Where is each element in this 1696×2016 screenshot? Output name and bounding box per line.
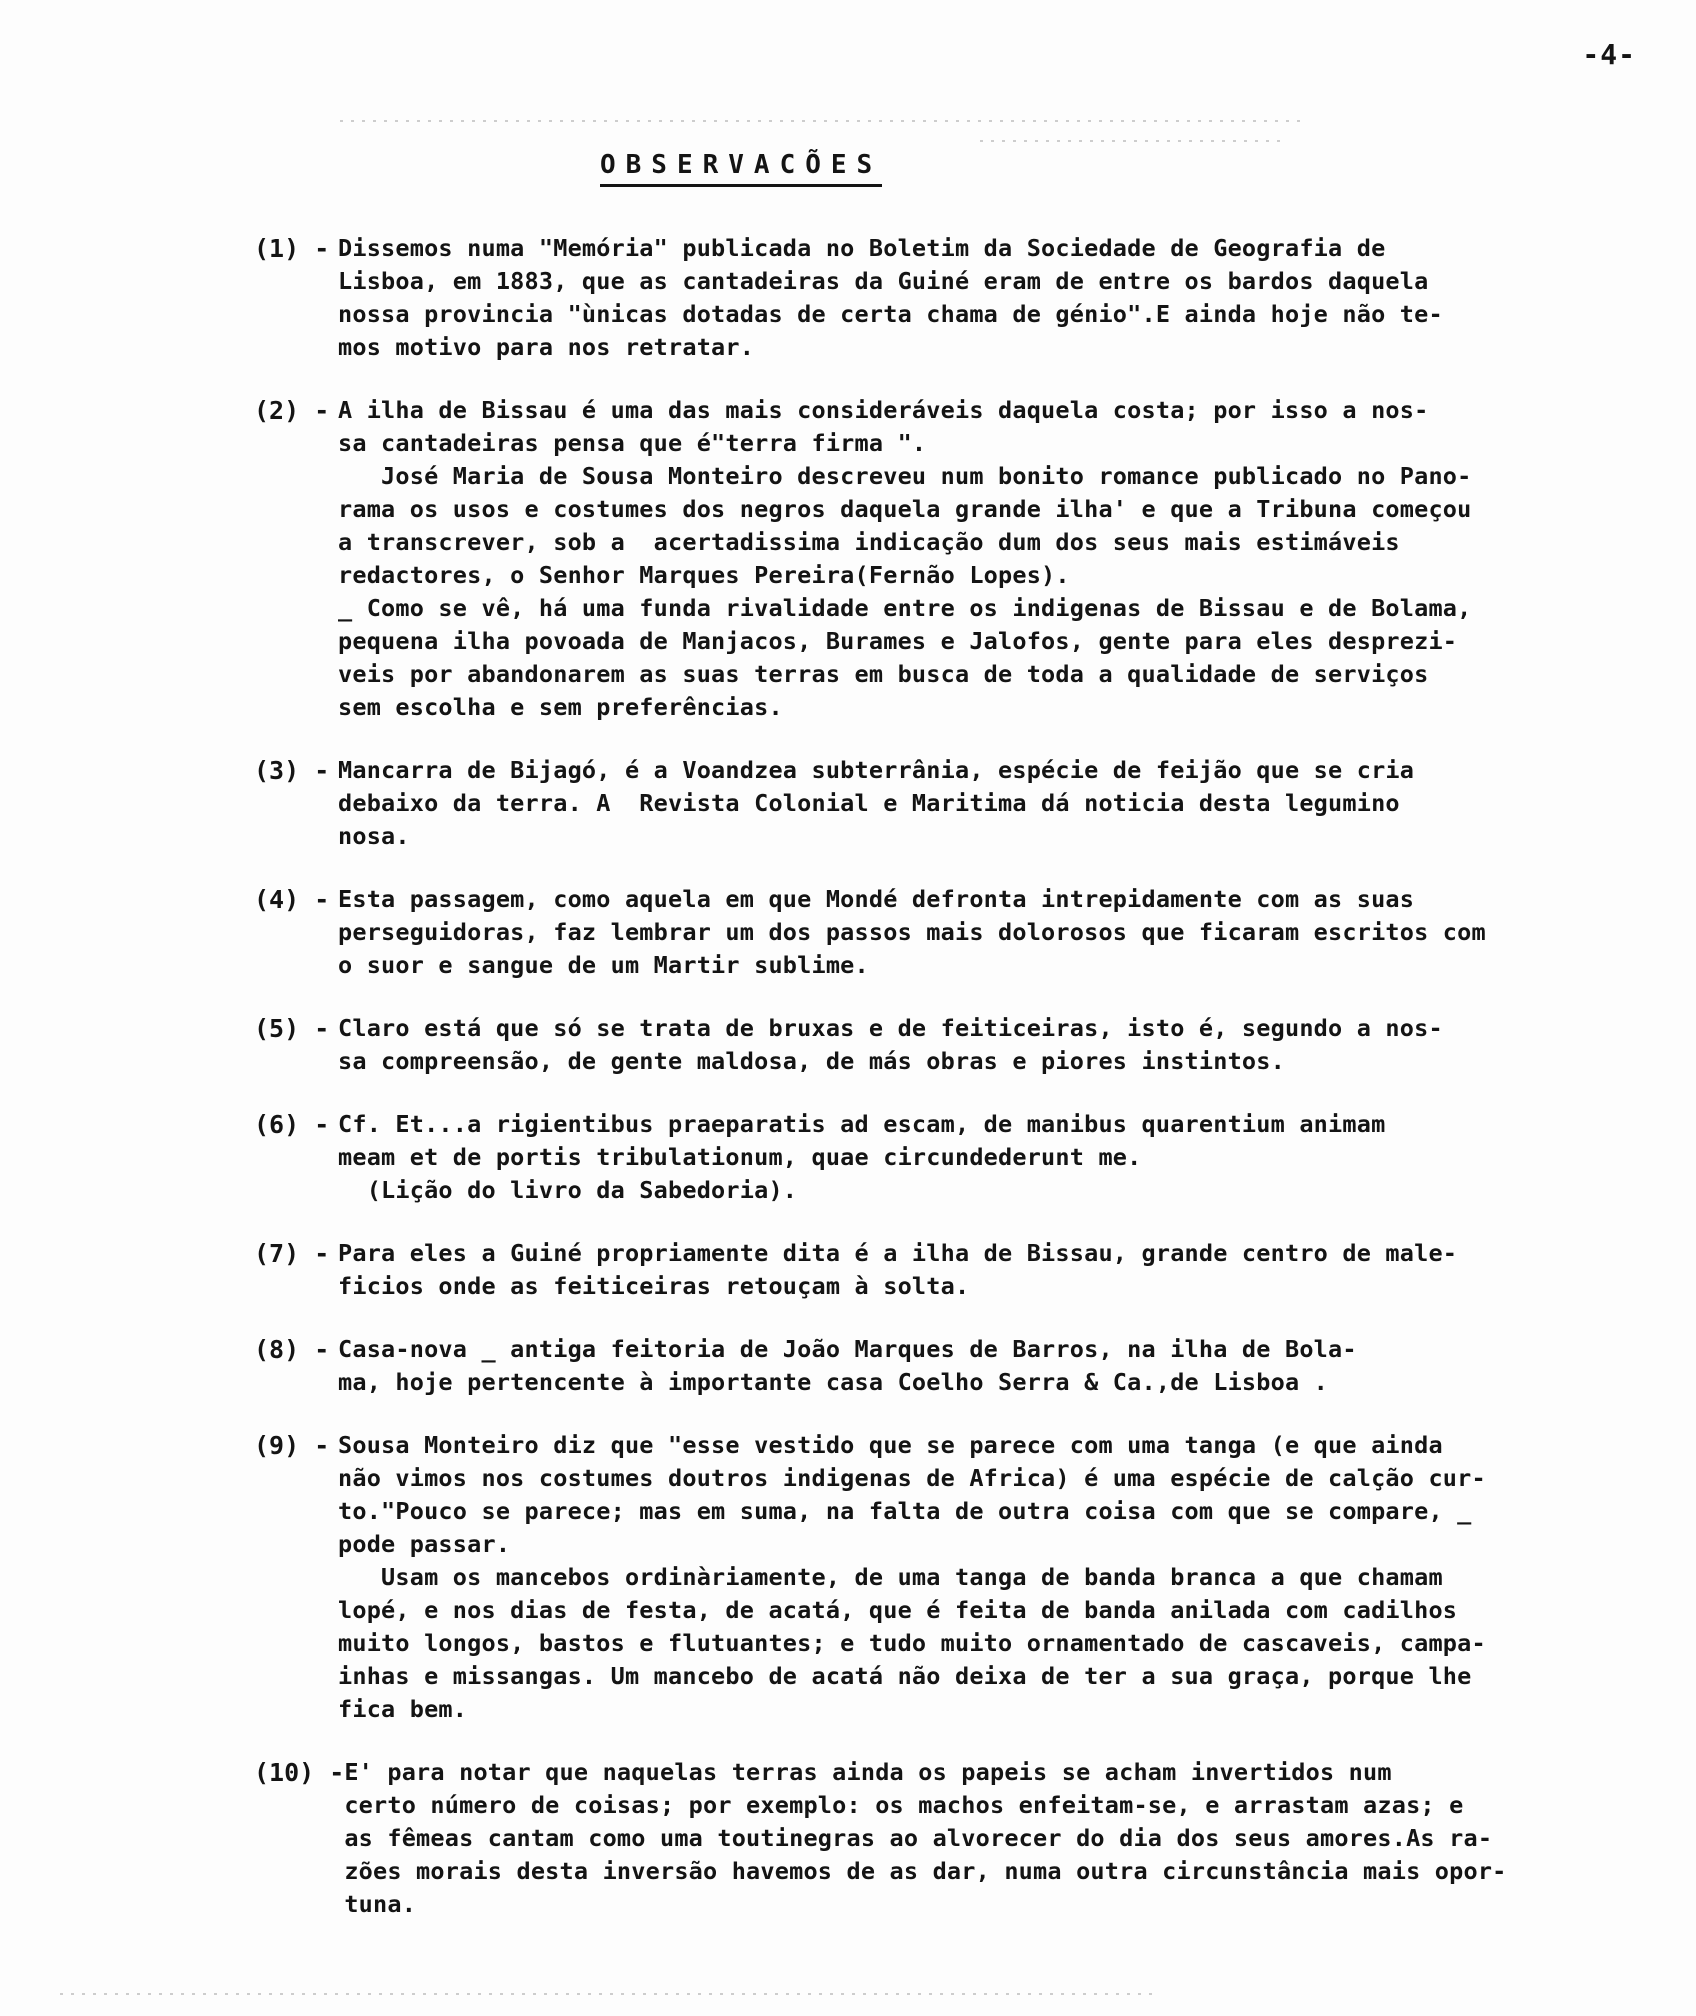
note-line: to."Pouco se parece; mas em suma, na falta de outra coisa com que se compare, _ [338,1497,1472,1525]
note-text [338,232,1654,364]
note-number: (4) - [254,885,330,914]
note-number: (6) - [254,1110,330,1139]
note-line: pequena ilha povoada de Manjacos, Burames e Jalofos, gente para eles desprezi- [338,627,1458,655]
note-line: Casa-nova _ antiga feitoria de João Marques de Barros, na ilha de Bola- [338,1335,1357,1363]
note-item [254,883,1654,982]
note-line: debaixo da terra. A Revista Colonial e Maritima dá noticia desta legumino [338,789,1400,817]
note-line: Para eles a Guiné propriamente dita é a ilha de Bissau, grande centro de male- [338,1239,1458,1267]
note-line: inhas e missangas. Um mancebo de acatá não deixa de ter a sua graça, porque lhe [338,1662,1472,1690]
note-item [254,232,1654,364]
note-line: Mancarra de Bijagó, é a Voandzea subterrânia, espécie de feijão que se cria [338,756,1415,784]
note-line: _ Como se vê, há uma funda rivalidade entre os indigenas de Bissau e de Bolama, [338,594,1472,622]
note-number: (10) - [254,1758,345,1787]
note-line: Sousa Monteiro diz que "esse vestido que se parece com uma tanga (e que ainda [338,1431,1443,1459]
note-item [254,394,1654,724]
bleed-through-line [980,140,1280,142]
note-item [254,1108,1654,1207]
note-line: as fêmeas cantam como uma toutinegras ao alvorecer do dia dos seus amores.As ra- [344,1824,1493,1852]
bottom-edge-line [60,1993,1160,1995]
note-number: (2) - [254,396,330,425]
note-line: fica bem. [338,1695,468,1723]
note-line: Cf. Et...a rigientibus praeparatis ad escam, de manibus quarentium animam [338,1110,1386,1138]
note-item [254,1429,1654,1726]
note-line: não vimos nos costumes doutros indigenas de Africa) é uma espécie de calção cur- [338,1464,1486,1492]
page-title: OBSERVACÕES [600,150,882,187]
note-line: Usam os mancebos ordinàriamente, de uma tanga de banda branca a que chamam [338,1563,1443,1591]
note-line: nosa. [338,822,410,850]
note-item [254,1237,1654,1303]
note-line: rama os usos e costumes dos negros daquela grande ilha' e que a Tribuna começou [338,495,1472,523]
note-line: zões morais desta inversão havemos de as dar, numa outra circunstância mais opor- [344,1857,1507,1885]
note-line: pode passar. [338,1530,511,1558]
note-line: Claro está que só se trata de bruxas e de feiticeiras, isto é, segundo a nos- [338,1014,1443,1042]
note-line: sa compreensão, de gente maldosa, de más obras e piores instintos. [338,1047,1285,1075]
note-line: certo número de coisas; por exemplo: os machos enfeitam-se, e arrastam azas; e [344,1791,1464,1819]
note-text [338,1108,1654,1207]
note-line: muito longos, bastos e flutuantes; e tudo muito ornamentado de cascaveis, campa- [338,1629,1486,1657]
note-text [338,883,1654,982]
page-number: -4- [1582,38,1636,71]
note-line: tuna. [344,1890,417,1918]
note-line: José Maria de Sousa Monteiro descreveu num bonito romance publicado no Pano- [338,462,1472,490]
note-number: (1) - [254,234,330,263]
note-line: o suor e sangue de um Martir sublime. [338,951,869,979]
note-item [254,1333,1654,1399]
note-line: ficios onde as feiticeiras retouçam à solta. [338,1272,970,1300]
note-item [254,754,1654,853]
note-item [254,1756,1654,1921]
note-line: sem escolha e sem preferências. [338,693,783,721]
note-item [254,1012,1654,1078]
note-line: Lisboa, em 1883, que as cantadeiras da Guiné eram de entre os bardos daquela [338,267,1429,295]
note-line: meam et de portis tribulationum, quae circundederunt me. [338,1143,1142,1171]
note-line: nossa provincia "ùnicas dotadas de certa chama de génio".E ainda hoje não te- [338,300,1443,328]
note-number: (8) - [254,1335,330,1364]
note-number: (9) - [254,1431,330,1460]
note-line: perseguidoras, faz lembrar um dos passos mais dolorosos que ficaram escritos com [338,918,1486,946]
note-line: veis por abandonarem as suas terras em busca de toda a qualidade de serviços [338,660,1429,688]
note-number: (5) - [254,1014,330,1043]
note-line: Dissemos numa "Memória" publicada no Boletim da Sociedade de Geografia de [338,234,1386,262]
note-text [338,1012,1654,1078]
note-text [338,754,1654,853]
note-line: sa cantadeiras pensa que é"terra firma ". [338,429,927,457]
note-line: a transcrever, sob a acertadissima indicação dum dos seus mais estimáveis [338,528,1400,556]
bleed-through-line [340,120,1300,122]
note-line: (Lição do livro da Sabedoria). [338,1176,798,1204]
note-line: E' para notar que naquelas terras ainda os papeis se acham invertidos num [344,1758,1392,1786]
note-line: mos motivo para nos retratar. [338,333,755,361]
note-line: lopé, e nos dias de festa, de acatá, que é feita de banda anilada com cadilhos [338,1596,1458,1624]
note-number: (3) - [254,756,330,785]
notes-list [254,232,1654,1951]
note-line: ma, hoje pertencente à importante casa Coelho Serra & Ca.,de Lisboa . [338,1368,1329,1396]
note-text [344,1756,1654,1921]
note-text [338,1429,1654,1726]
note-line: A ilha de Bissau é uma das mais consideráveis daquela costa; por isso a nos- [338,396,1429,424]
note-line: redactores, o Senhor Marques Pereira(Fernão Lopes). [338,561,1070,589]
note-number: (7) - [254,1239,330,1268]
note-text [338,1333,1654,1399]
note-text [338,394,1654,724]
note-text [338,1237,1654,1303]
note-line: Esta passagem, como aquela em que Mondé defronta intrepidamente com as suas [338,885,1415,913]
